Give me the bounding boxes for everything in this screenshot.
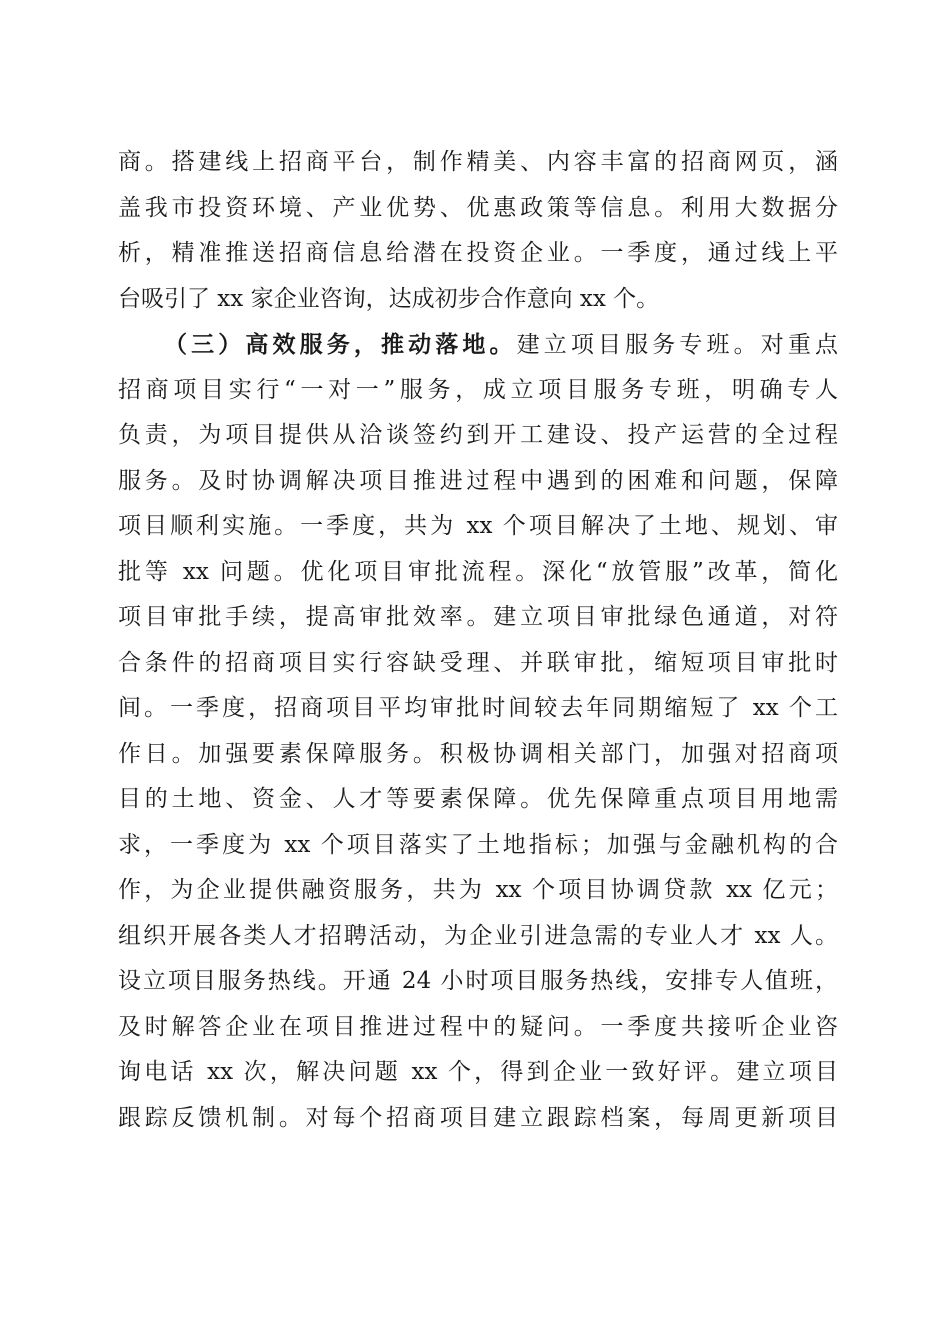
text-line: 合条件的招商项目实行容缺受理、并联审批，缩短项目审批时 <box>118 649 838 676</box>
text-line: 询电话 xx 次，解决问题 xx 个，得到企业一致好评。建立项目 <box>118 1059 838 1085</box>
section-3-first-line-text: 建立项目服务专班。对重点 <box>516 332 838 358</box>
text-line: 求，一季度为 xx 个项目落实了土地指标；加强与金融机构的合 <box>118 831 838 858</box>
text-line: 台吸引了 xx 家企业咨询，达成初步合作意向 xx 个。 <box>118 285 660 312</box>
text-line: 负责，为项目提供从洽谈签约到开工建设、投产运营的全过程 <box>118 422 838 448</box>
text-line: 项目审批手续，提高审批效率。建立项目审批绿色通道，对符 <box>118 604 838 630</box>
text-line: 设立项目服务热线。开通 24 小时项目服务热线，安排专人值班， <box>118 968 838 994</box>
section-3-first-line <box>118 322 838 368</box>
text-line: 组织开展各类人才招聘活动，为企业引进急需的专业人才 xx 人。 <box>118 922 838 949</box>
text-line: 项目顺利实施。一季度，共为 xx 个项目解决了土地、规划、审 <box>118 513 838 539</box>
body-text <box>118 140 838 1141</box>
text-line: 跟踪反馈机制。对每个招商项目建立跟踪档案，每周更新项目 <box>118 1104 838 1131</box>
text-line: 析，精准推送招商信息给潜在投资企业。一季度，通过线上平 <box>118 240 838 266</box>
text-line: 作，为企业提供融资服务，共为 xx 个项目协调贷款 xx 亿元； <box>118 877 838 903</box>
text-line: 服务。及时协调解决项目推进过程中遇到的困难和问题，保障 <box>118 467 838 494</box>
text-line: 商。搭建线上招商平台，制作精美、内容丰富的招商网页，涵 <box>118 149 838 175</box>
text-line: 及时解答企业在项目推进过程中的疑问。一季度共接听企业咨 <box>118 1013 838 1040</box>
text-line: 目的土地、资金、人才等要素保障。优先保障重点项目用地需 <box>118 786 838 812</box>
text-line: 批等 xx 问题。优化项目审批流程。深化“放管服”改革，简化 <box>118 558 838 585</box>
text-line: 作日。加强要素保障服务。积极协调相关部门，加强对招商项 <box>118 740 838 767</box>
text-line: 间。一季度，招商项目平均审批时间较去年同期缩短了 xx 个工 <box>118 695 838 721</box>
section-3-heading: （三）高效服务，推动落地。 <box>164 331 517 358</box>
text-line: 招商项目实行“一对一”服务，成立项目服务专班，明确专人 <box>118 376 838 403</box>
text-line: 盖我市投资环境、产业优势、优惠政策等信息。利用大数据分 <box>118 194 838 221</box>
